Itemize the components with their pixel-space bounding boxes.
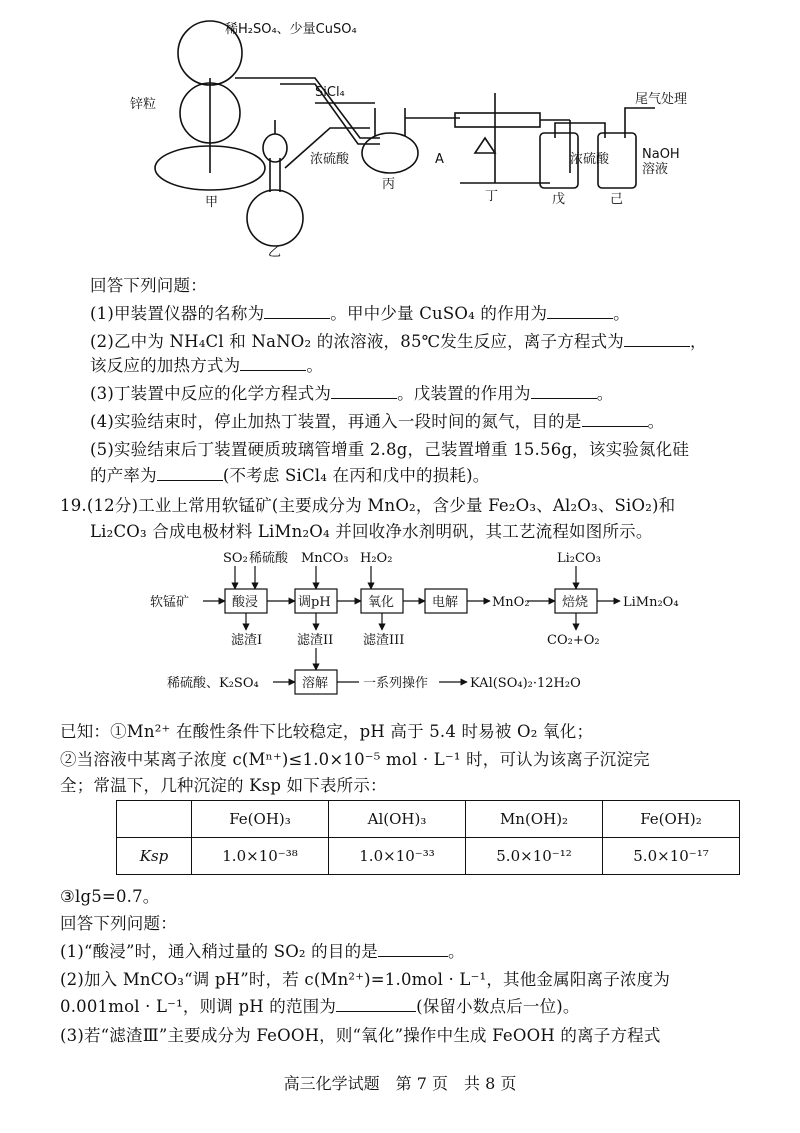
answer-blank[interactable] [378, 942, 448, 957]
ksp-value-cell: 5.0×10⁻¹⁷ [603, 838, 740, 875]
q18-part5: (5)实验结束后丁装置硬质玻璃管增重 2.8g，己装置增重 15.56g，该实验氮化硅 [90, 440, 690, 459]
answer-blank[interactable] [531, 384, 597, 399]
flow-raw: 软锰矿 [150, 595, 190, 610]
ksp-header-cell [117, 801, 192, 838]
flow-box-adjust-ph: 调pH [298, 595, 331, 610]
q18-part2-cont: 该反应的加热方式为 。 [90, 356, 324, 375]
answer-blank[interactable] [547, 304, 613, 319]
label-yi: 乙 [268, 245, 282, 258]
answer-blank[interactable] [264, 304, 330, 319]
label-bing: 丙 [382, 177, 396, 192]
flow-box-roast: 焙烧 [562, 595, 589, 610]
ksp-value-cell: 1.0×10⁻³³ [329, 838, 466, 875]
answer-blank[interactable] [582, 412, 648, 427]
flow-gas: CO₂+O₂ [547, 633, 600, 648]
flow-box-oxidize: 氧化 [368, 595, 395, 610]
label-conc-h2so4-wu: 浓硫酸 [570, 152, 610, 167]
label-zinc: 锌粒 [130, 97, 157, 112]
flow-in-so2: SO₂ [223, 551, 248, 566]
flow-in-h2o2: H₂O₂ [360, 551, 393, 566]
flow-product: LiMn₂O₄ [623, 595, 679, 610]
ksp-header-cell: Mn(OH)₂ [466, 801, 603, 838]
label-sicl4: SiCl₄ [315, 85, 345, 100]
q19-part3: (3)若“滤渣Ⅲ”主要成分为 FeOOH，则“氧化”操作中生成 FeOOH 的离子方程式 [60, 1026, 661, 1045]
flow-in-mnco3: MnCO₃ [301, 551, 349, 566]
q19-stem-line2: Li₂CO₃ 合成电极材料 LiMn₂O₄ 并回收净水剂明矾，其工艺流程如图所示。 [90, 522, 653, 541]
answer-blank[interactable] [331, 384, 397, 399]
q19-known-2b: 全；常温下，几种沉淀的 Ksp 如下表所示： [60, 776, 387, 795]
flow-in-dissolve: 稀硫酸、K₂SO₄ [167, 676, 259, 691]
q19-part2-cont: 0.001mol · L⁻¹，则调 pH 的范围为 (保留小数点后一位)。 [60, 997, 580, 1016]
answer-blank[interactable] [336, 997, 416, 1012]
flow-box-dissolve: 溶解 [302, 676, 329, 691]
label-solution: 溶液 [642, 162, 669, 177]
flow-box-electrolysis: 电解 [432, 595, 459, 610]
answer-blank[interactable] [624, 332, 690, 347]
ksp-value-row [117, 838, 740, 875]
flow-alum: KAl(SO₄)₂·12H₂O [470, 676, 581, 691]
q18-part1: (1)甲装置仪器的名称为 。甲中少量 CuSO₄ 的作用为 。 [90, 304, 630, 323]
label-ding: 丁 [485, 189, 499, 204]
q19-part2: (2)加入 MnCO₃“调 pH”时，若 c(Mn²⁺)=1.0mol · L⁻¹，其他金属阳离子浓度为 [60, 970, 671, 989]
flow-mid-mno2: MnO₂ [492, 595, 530, 610]
label-ji: 己 [610, 192, 624, 207]
flow-residue-3: 滤渣III [363, 633, 405, 648]
answer-blank[interactable] [157, 466, 223, 481]
process-flow-diagram [145, 544, 745, 704]
ksp-row-label: Ksp [117, 838, 192, 875]
apparatus-diagram [130, 8, 690, 258]
ksp-header-cell: Fe(OH)₂ [603, 801, 740, 838]
ksp-header-cell: Al(OH)₃ [329, 801, 466, 838]
ksp-header-row [117, 801, 740, 838]
label-naoh: NaOH [642, 147, 680, 162]
q19-stem-line1: 19.(12分)工业上常用软锰矿(主要成分为 MnO₂，含少量 Fe₂O₃、Al₂O₃、SiO₂)和 [60, 496, 676, 515]
answer-blank[interactable] [240, 356, 306, 371]
q19-known-3: ③lg5=0.7。 [60, 887, 160, 906]
flow-ops: 一系列操作 [363, 676, 429, 691]
flow-residue-2: 滤渣II [297, 633, 334, 648]
label-exhaust: 尾气处理 [635, 92, 688, 107]
q18-part2: (2)乙中为 NH₄Cl 和 NaNO₂ 的浓溶液，85℃发生反应，离子方程式为 ， [90, 332, 707, 351]
flow-in-li2co3: Li₂CO₃ [557, 551, 601, 566]
flow-residue-1: 滤渣I [231, 633, 263, 648]
label-jia: 甲 [205, 195, 219, 210]
ksp-table [116, 800, 740, 875]
label-a: A [435, 152, 444, 167]
page-footer: 高三化学试题 第 7 页 共 8 页 [283, 1074, 517, 1093]
ksp-value-cell: 5.0×10⁻¹² [466, 838, 603, 875]
q19-part1: (1)“酸浸”时，通入稍过量的 SO₂ 的目的是 。 [60, 942, 465, 961]
q19-known-1: 已知：①Mn²⁺ 在酸性条件下比较稳定，pH 高于 5.4 时易被 O₂ 氧化； [60, 722, 594, 741]
ksp-value-cell: 1.0×10⁻³⁸ [192, 838, 329, 875]
flow-box-acid-leach: 酸浸 [232, 595, 259, 610]
label-top-reagent: 稀H₂SO₄、少量CuSO₄ [225, 22, 357, 37]
label-wu: 戊 [552, 192, 566, 207]
flow-in-acid: 稀硫酸 [249, 551, 289, 566]
ksp-header-cell: Fe(OH)₃ [192, 801, 329, 838]
label-conc-h2so4-bing: 浓硫酸 [310, 152, 350, 167]
q19-known-2a: ②当溶液中某离子浓度 c(Mⁿ⁺)≤1.0×10⁻⁵ mol · L⁻¹ 时，可认为该离子沉淀完 [60, 750, 650, 769]
q19-intro: 回答下列问题： [60, 914, 177, 933]
q18-part3: (3)丁装置中反应的化学方程式为 。戊装置的作用为 。 [90, 384, 614, 403]
q18-intro: 回答下列问题： [90, 276, 207, 295]
q18-part4: (4)实验结束时，停止加热丁装置，再通入一段时间的氮气，目的是 。 [90, 412, 665, 431]
q18-part5-cont: 的产率为 (不考虑 SiCl₄ 在丙和戊中的损耗)。 [90, 466, 490, 485]
